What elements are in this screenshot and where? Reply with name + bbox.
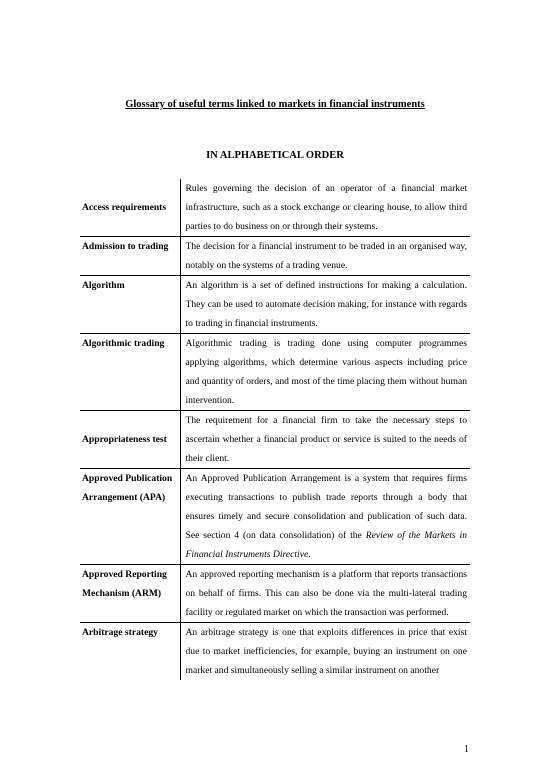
document-subtitle: IN ALPHABETICAL ORDER: [206, 150, 344, 161]
glossary-definition: An approved reporting mechanism is a platform that reports transactions on behalf of firms. This can also be done via the multi-lateral trading facility or regulated market on which the transaction was performed.: [180, 565, 470, 623]
glossary-definition: The decision for a financial instrument to be traded in an organised way, notably on the systems of a trading venue.: [180, 237, 470, 276]
glossary-row: [80, 179, 470, 237]
glossary-term: Approved Reporting Mechanism (ARM): [80, 565, 180, 623]
glossary-definition: An arbitrage strategy is one that exploits differences in price that exist due to market inefficiencies, for example, buying an instrument on one market and simultaneously selling a similar instrument on another: [180, 623, 470, 681]
glossary-table: [80, 179, 470, 680]
glossary-term: Approved Publication Arrangement (APA): [80, 469, 180, 565]
glossary-row: [80, 334, 470, 411]
definition-text: An Approved Publication Arrangement is a system that requires firms executing transactions to publish trade reports through a body that ensures timely and secure consolidation and publication of such data. See section 4 (on data consolidation) of the: [185, 473, 467, 541]
page-number: 1: [464, 744, 469, 755]
glossary-definition: Algorithmic trading is trading done using computer programmes applying algorithms, which determine various aspects including price and quantity of orders, and most of the time placing them without human intervention.: [180, 334, 470, 411]
document-reference: Review of the Markets in Financial Instruments Directive: [185, 530, 467, 560]
glossary-row: [80, 565, 470, 623]
glossary-definition: Rules governing the decision of an operator of a financial market infrastructure, such as a stock exchange or clearing house, to allow third parties to do business on or through their systems.: [185, 183, 467, 232]
glossary-definition: An algorithm is a set of defined instructions for making a calculation. They can be used to automate decision making, for instance with regards to trading in financial instruments.: [180, 276, 470, 334]
glossary-term: Algorithmic trading: [80, 334, 180, 411]
glossary-term: Access requirements: [80, 179, 180, 237]
document-title: Glossary of useful terms linked to markets in financial instruments: [125, 99, 425, 110]
glossary-definition: [180, 469, 470, 565]
glossary-term: Algorithm: [80, 276, 180, 334]
glossary-term: Appropriateness test: [80, 411, 180, 469]
glossary-row: [80, 411, 470, 469]
glossary-row: [80, 276, 470, 334]
glossary-row: [80, 623, 470, 681]
glossary-definition: The requirement for a financial firm to take the necessary steps to ascertain whether a financial product or service is suited to the needs of their client.: [180, 411, 470, 469]
glossary-row: [80, 237, 470, 276]
definition-end: .: [308, 549, 311, 560]
glossary-term: Arbitrage strategy: [80, 623, 180, 681]
glossary-term: Admission to trading: [80, 237, 180, 276]
glossary-row: [80, 469, 470, 565]
